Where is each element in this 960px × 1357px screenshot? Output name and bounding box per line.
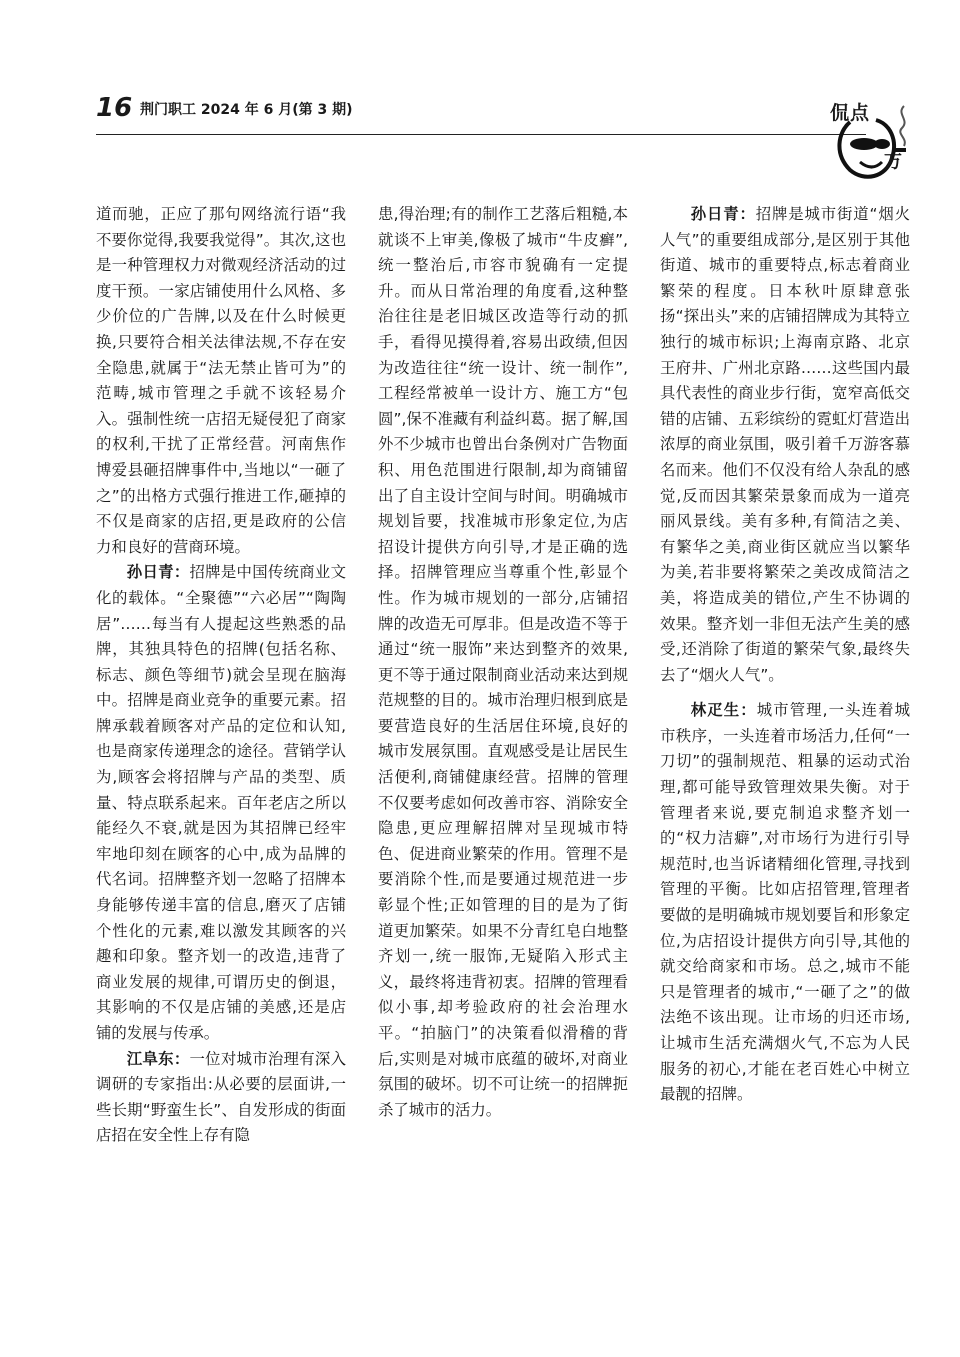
page-header (96, 94, 866, 134)
speaker-name: 孙日青： (690, 205, 756, 223)
journal-issue: 荆门职工 2024 年 6 月(第 3 期) (140, 102, 353, 118)
text-column-3 (660, 202, 910, 1108)
paragraph: 江阜东：一位对城市治理有深入调研的专家指出:从必要的层面讲,一些长期“野蛮生长”、自发形成的街面店招在安全性上存有隐 (96, 1049, 346, 1145)
column-logo (820, 92, 916, 184)
paragraph: 孙日青：招牌是城市街道“烟火人气”的重要组成部分,是区别于其他街道、城市的重要特点,标志着商业繁荣的程度。日本秋叶原肆意张扬“探出头”来的店铺招牌成为其特立独行的城市标识;上海南京路、北京王府井、广州北京路……这些国内最具代表性的商业步行街，宽窄高低交错的店铺、五彩缤纷的霓虹灯营造出浓厚的商业氛围，吸引着千万游客慕名而来。他们不仅没有给人杂乱的感觉,反而因其繁荣景象而成为一道亮丽风景线。美有多种,有简洁之美、有繁华之美,商业街区就应当以繁华为美,若非要将繁荣之美改成简洁之美，将造成美的错位,产生不协调的效果。整齐划一非但无法产生美的感受,还消除了街道的繁荣气象,最终失去了“烟火人气”。 (660, 205, 910, 684)
text-column-2 (378, 202, 628, 1123)
logo-text-top: 侃点 (830, 102, 871, 124)
header-rule (96, 134, 866, 135)
text-column-1 (96, 202, 346, 1149)
speaker-name: 江阜东： (126, 1049, 190, 1068)
paragraph: 道而驰，正应了那句网络流行语“我不要你觉得,我要我觉得”。其次,这也是一种管理权力对微观经济活动的过度干预。一家店铺使用什么风格、多少价位的广告牌,以及在什么时候更换,只要符合相关法律法规,不存在安全隐患,就属于“法无禁止皆可为”的范畴,城市管理之手就不该轻易介入。强制性统一店招无疑侵犯了商家的权利,干扰了正常经营。河南焦作博爱县砸招牌事件中,当地以“一砸了之”的出格方式强行推进工作,砸掉的不仅是商家的店招,更是政府的公信力和良好的营商环境。 (96, 205, 346, 556)
page-number: 16 (96, 93, 133, 123)
speaker-name: 孙日青： (126, 563, 190, 582)
paragraph: 患,得治理;有的制作工艺落后粗糙,本就谈不上审美,像极了城市“牛皮癣”,统一整治后,市容市貌确有一定提升。而从日常治理的角度看,这种整治往往是老旧城区改造等行动的抓手，看得见摸得着,容易出政绩,但因为改造往往“统一设计、统一制作”,工程经常被单一设计方、施工方“包圆”,保不准藏有利益纠葛。据了解,国外不少城市也曾出台条例对广告物面积、用色范围进行限制,却为商铺留出了自主设计空间与时间。明确城市规划旨要，找准城市形象定位,为店招设计提供方向引导,才是正确的选择。招牌管理应当尊重个性,彰显个性。作为城市规划的一部分,店铺招牌的改造无可厚非。但是改造不等于通过“统一服饰”来达到整齐的效果,更不等于通过限制商业活动来达到规范规整的目的。城市治理归根到底是要营造良好的生活居住环境,良好的城市发展氛围。直观感受是让居民生活便利,商铺健康经营。招牌的管理不仅要考虑如何改善市容、消除安全隐患,更应理解招牌对呈现城市特色、促进商业繁荣的作用。管理不是要消除个性,而是要通过规范进一步彰显个性;正如管理的目的是为了街道更加繁荣。如果不分青红皂白地整齐划一,统一服饰,无疑陷入形式主义，最终将违背初衷。招牌的管理看似小事,却考验政府的社会治理水平。“拍脑门”的决策看似滑稽的背后,实则是对城市底蕴的破坏,对商业氛围的破坏。切不可让统一的招牌扼杀了城市的活力。 (378, 205, 628, 1119)
paragraph: 孙日青：招牌是中国传统商业文化的载体。“全聚德”“六必居”“陶陶居”……每当有人提起这些熟悉的品牌，其独具特色的招牌(包括名称、标志、颜色等细节)就会呈现在脑海中。招牌是商业竞争的重要元素。招牌承载着顾客对产品的定位和认知,也是商家传递理念的途径。营销学认为,顾客会将招牌与产品的类型、质量、特点联系起来。百年老店之所以能经久不衰,就是因为其招牌已经牢牢地印刻在顾客的心中,成为品牌的代名词。招牌整齐划一忽略了招牌本身能够传递丰富的信息,磨灭了店铺个性化的元素,难以激发其顾客的兴趣和印象。整齐划一的改造,违背了商业发展的规律,可谓历史的倒退，其影响的不仅是店铺的美感,还是店铺的发展与传承。 (96, 563, 346, 1042)
paragraph: 林疋生：城市管理,一头连着城市秩序，一头连着市场活力,任何“一刀切”的强制规范、粗暴的运动式治理,都可能导致管理效果失衡。对于管理者来说,要克制追求整齐划一的“权力洁癖”,对市场行为进行引导规范时,也当诉诸精细化管理,寻找到管理的平衡。比如店招管理,管理者要做的是明确城市规划要旨和形象定位,为店招设计提供方向引导,其他的就交给商家和市场。总之,城市不能只是管理者的城市,“一砸了之”的做法绝不该出现。让市场的归还市场,让城市生活充满烟火气,不忘为人民服务的初心,才能在老百姓心中树立最靓的招牌。 (660, 701, 910, 1104)
logo-text-bottom: 万 (884, 152, 902, 173)
speaker-name: 林疋生： (690, 701, 757, 720)
